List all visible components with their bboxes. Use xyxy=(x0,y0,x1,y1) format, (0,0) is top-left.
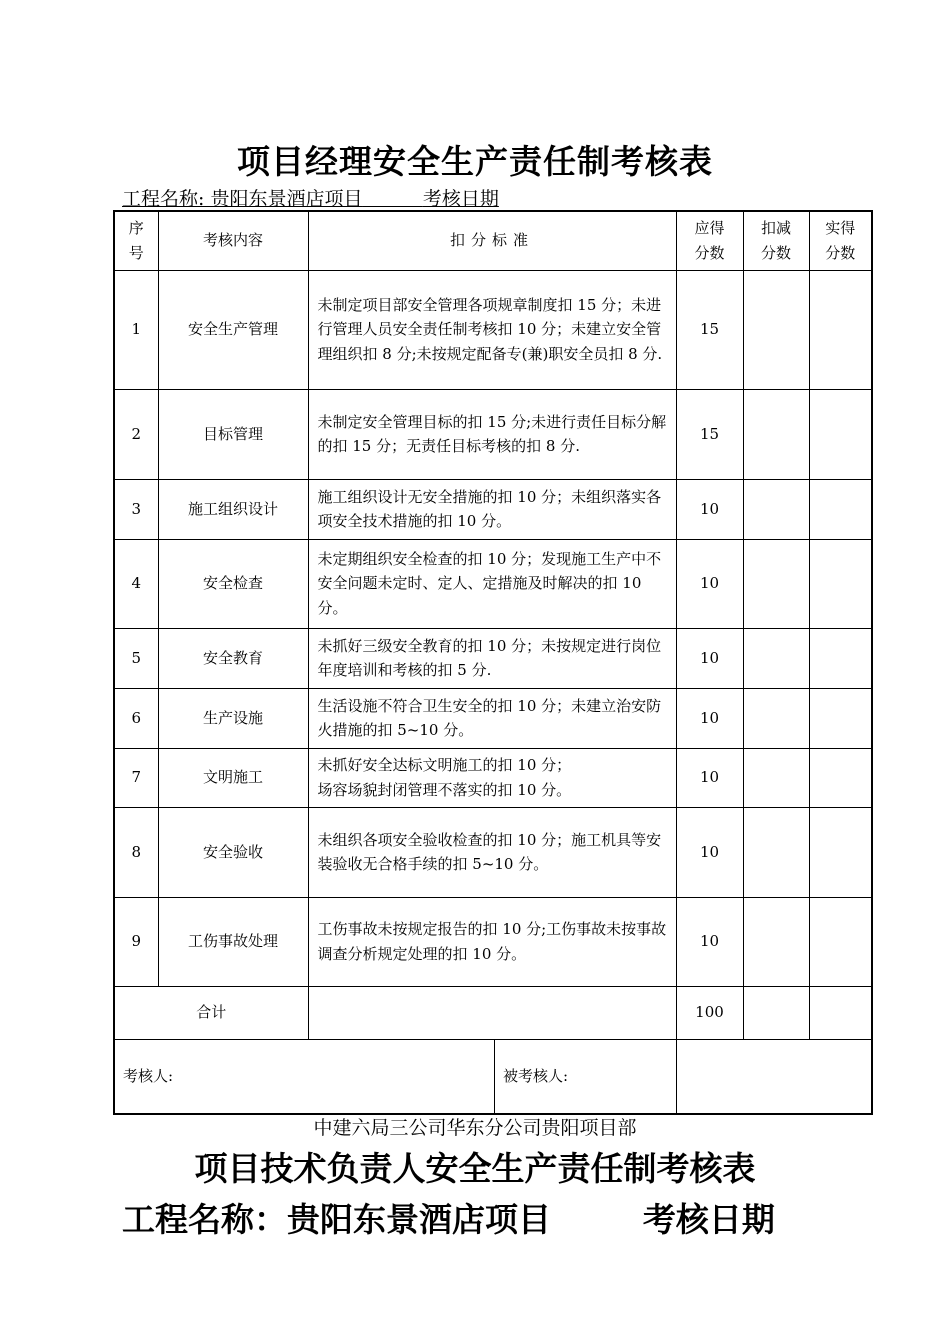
table-row xyxy=(114,897,872,986)
row-deduct-cell[interactable] xyxy=(743,897,809,986)
total-actual-cell[interactable] xyxy=(809,986,872,1039)
table-row xyxy=(114,479,872,539)
total-deduct-cell[interactable] xyxy=(743,986,809,1039)
table-row xyxy=(114,688,872,748)
second-form-title: 项目技术负责人安全生产责任制考核表 xyxy=(194,1149,756,1188)
row-number: 3 xyxy=(114,479,158,539)
row-deduct-cell[interactable] xyxy=(743,539,809,628)
row-actual-cell[interactable] xyxy=(809,389,872,479)
row-deduct-cell[interactable] xyxy=(743,628,809,688)
row-number: 1 xyxy=(114,270,158,389)
header-seq: 序 号 xyxy=(114,211,158,270)
row-deduct-cell[interactable] xyxy=(743,389,809,479)
assessment-date-label: 考核日期 xyxy=(422,188,499,210)
header-criteria: 扣分标准 xyxy=(308,211,676,270)
row-score: 15 xyxy=(676,389,743,479)
assessee-signature-area[interactable] xyxy=(676,1039,872,1114)
row-criteria: 未定期组织安全检查的扣 10 分；发现施工生产中不安全问题未定时、定人、定措施及时解决的扣 10 分。 xyxy=(308,539,676,628)
assessor-field[interactable] xyxy=(115,1040,495,1113)
row-item: 文明施工 xyxy=(158,748,308,807)
row-actual-cell[interactable] xyxy=(809,628,872,688)
row-item: 目标管理 xyxy=(158,389,308,479)
row-criteria: 未制定安全管理目标的扣 15 分;未进行责任目标分解的扣 15 分；无责任目标考核的扣 8 分. xyxy=(308,389,676,479)
total-score: 100 xyxy=(676,986,743,1039)
table-row xyxy=(114,807,872,897)
row-actual-cell[interactable] xyxy=(809,270,872,389)
header-content: 考核内容 xyxy=(158,211,308,270)
row-criteria: 施工组织设计无安全措施的扣 10 分；未组织落实各项安全技术措施的扣 10 分。 xyxy=(308,479,676,539)
signature-row xyxy=(114,1039,872,1114)
row-criteria: 未制定项目部安全管理各项规章制度扣 15 分；未进行管理人员安全责任制考核扣 10 分；未建立安全管理组织扣 8 分;未按规定配备专(兼)职安全员扣 8 分. xyxy=(308,270,676,389)
project-info-line xyxy=(122,184,499,211)
total-criteria-cell xyxy=(308,986,676,1039)
row-number: 8 xyxy=(114,807,158,897)
row-score: 10 xyxy=(676,748,743,807)
table-header-row xyxy=(114,211,872,270)
row-number: 7 xyxy=(114,748,158,807)
row-actual-cell[interactable] xyxy=(809,807,872,897)
row-score: 10 xyxy=(676,539,743,628)
row-score: 10 xyxy=(676,628,743,688)
row-score: 10 xyxy=(676,688,743,748)
row-criteria: 未组织各项安全验收检查的扣 10 分；施工机具等安装验收无合格手续的扣 5~10 分。 xyxy=(308,807,676,897)
total-label: 合计 xyxy=(114,986,308,1039)
row-deduct-cell[interactable] xyxy=(743,479,809,539)
table-row xyxy=(114,539,872,628)
row-score: 15 xyxy=(676,270,743,389)
row-number: 2 xyxy=(114,389,158,479)
row-deduct-cell[interactable] xyxy=(743,688,809,748)
row-item: 生产设施 xyxy=(158,688,308,748)
table-row xyxy=(114,389,872,479)
row-number: 4 xyxy=(114,539,158,628)
row-item: 安全检查 xyxy=(158,539,308,628)
row-item: 安全生产管理 xyxy=(158,270,308,389)
second-project-info-line xyxy=(122,1194,775,1241)
row-item: 安全教育 xyxy=(158,628,308,688)
row-item: 施工组织设计 xyxy=(158,479,308,539)
row-actual-cell[interactable] xyxy=(809,748,872,807)
table-row xyxy=(114,628,872,688)
row-score: 10 xyxy=(676,897,743,986)
row-number: 5 xyxy=(114,628,158,688)
assessment-table xyxy=(113,210,873,1115)
row-deduct-cell[interactable] xyxy=(743,748,809,807)
table-row xyxy=(114,270,872,389)
row-criteria: 工伤事故未按规定报告的扣 10 分;工伤事故未按事故调查分析规定处理的扣 10 分。 xyxy=(308,897,676,986)
row-actual-cell[interactable] xyxy=(809,688,872,748)
row-criteria: 未抓好三级安全教育的扣 10 分；未按规定进行岗位年度培训和考核的扣 5 分. xyxy=(308,628,676,688)
row-criteria: 生活设施不符合卫生安全的扣 10 分；未建立治安防火措施的扣 5~10 分。 xyxy=(308,688,676,748)
row-actual-cell[interactable] xyxy=(809,897,872,986)
row-item: 安全验收 xyxy=(158,807,308,897)
row-deduct-cell[interactable] xyxy=(743,807,809,897)
header-actual-score: 实得 分数 xyxy=(809,211,872,270)
row-deduct-cell[interactable] xyxy=(743,270,809,389)
total-row xyxy=(114,986,872,1039)
row-score: 10 xyxy=(676,479,743,539)
row-number: 9 xyxy=(114,897,158,986)
row-number: 6 xyxy=(114,688,158,748)
row-criteria: 未抓好安全达标文明施工的扣 10 分； 场容场貌封闭管理不落实的扣 10 分。 xyxy=(308,748,676,807)
project-name: 工程名称: 贵阳东景酒店项目 xyxy=(122,188,363,210)
assessee-label: 被考核人: xyxy=(503,1066,569,1085)
assessee-field[interactable] xyxy=(495,1040,676,1113)
organization-footer: 中建六局三公司华东分公司贵阳项目部 xyxy=(313,1117,637,1139)
form-title: 项目经理安全生产责任制考核表 xyxy=(237,142,713,181)
row-actual-cell[interactable] xyxy=(809,539,872,628)
row-score: 10 xyxy=(676,807,743,897)
header-deduct-score: 扣减 分数 xyxy=(743,211,809,270)
table-row xyxy=(114,748,872,807)
header-should-score: 应得 分数 xyxy=(676,211,743,270)
row-actual-cell[interactable] xyxy=(809,479,872,539)
second-project-name: 工程名称：贵阳东景酒店项目 xyxy=(122,1200,551,1239)
assessor-label: 考核人: xyxy=(123,1066,174,1085)
row-item: 工伤事故处理 xyxy=(158,897,308,986)
second-assessment-date-label: 考核日期 xyxy=(642,1200,775,1239)
